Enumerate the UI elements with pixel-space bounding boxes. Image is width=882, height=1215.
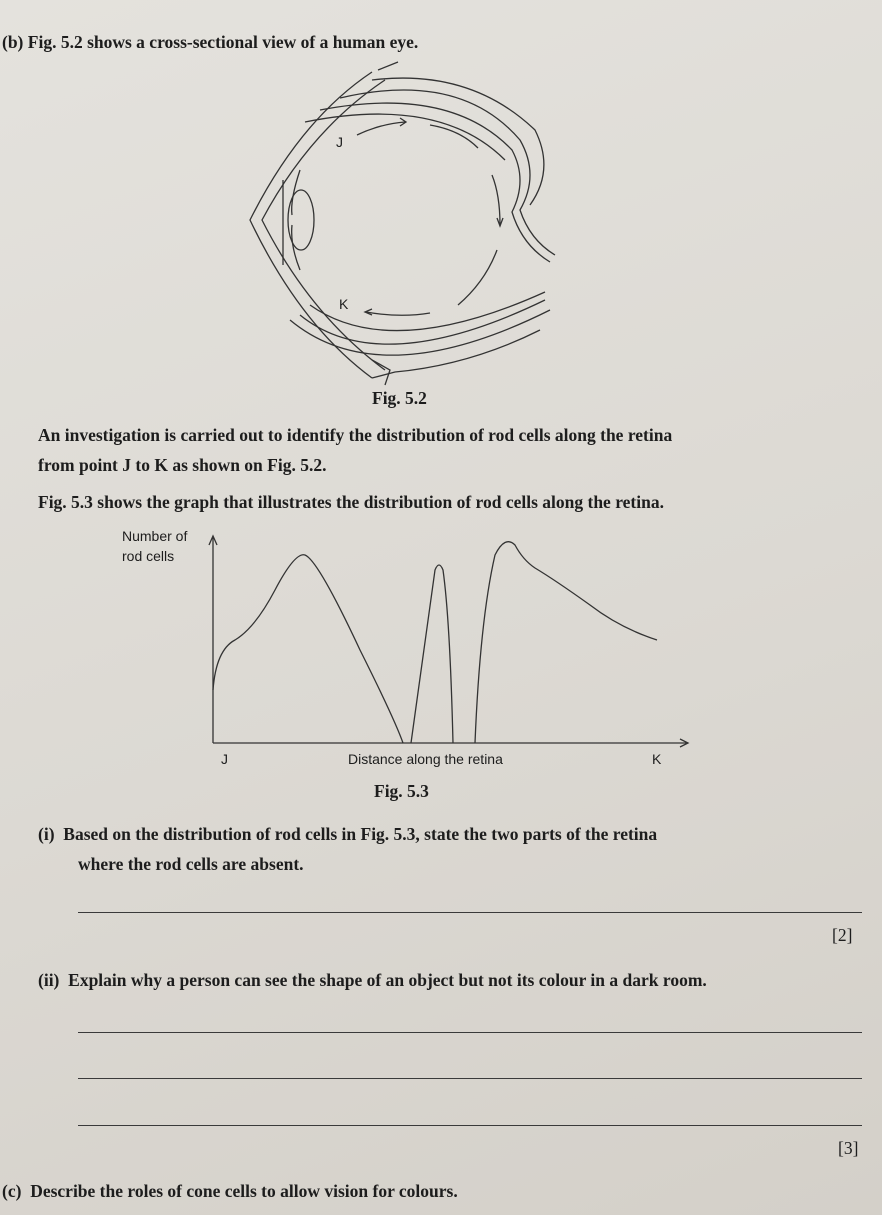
question-i-text-b: parts of the retina <box>518 824 658 844</box>
eye-diagram <box>250 62 555 385</box>
answer-line-i[interactable] <box>78 912 862 913</box>
eye-label-k: K <box>339 296 349 312</box>
graph-xlabel: Distance along the retina <box>348 751 503 767</box>
graph-ylabel-1: Number of <box>122 528 188 544</box>
marks-i: [2] <box>832 925 853 945</box>
investigation-line2: from point J to K as shown on Fig. 5.2. <box>38 455 327 475</box>
part-c <box>2 1181 458 1202</box>
fig53-caption: Fig. 5.3 <box>374 781 429 801</box>
question-ii-label: (ii) <box>38 970 60 990</box>
curve-peak-3 <box>475 542 657 743</box>
answer-line-ii-3[interactable] <box>78 1125 862 1126</box>
part-b-label: (b) <box>2 32 24 52</box>
answer-line-ii-1[interactable] <box>78 1032 862 1033</box>
part-b-intro <box>2 32 418 53</box>
question-ii <box>38 970 707 991</box>
question-i-text-a: Based on the distribution of rod cells in Fig. 5.3, state the <box>63 824 492 844</box>
question-i-label: (i) <box>38 824 55 844</box>
graph-x-start: J <box>221 751 228 767</box>
fig53-intro: Fig. 5.3 shows the graph that illustrates the distribution of rod cells along the retina. <box>38 492 664 512</box>
graph-x-end: K <box>652 751 662 767</box>
answer-line-ii-2[interactable] <box>78 1078 862 1079</box>
part-b-text: Fig. 5.2 shows a cross-sectional view of a human eye. <box>27 32 419 52</box>
question-i-line2: where the rod cells are absent. <box>78 854 304 874</box>
investigation-line1: An investigation is carried out to identify the distribution of rod cells along the retina <box>38 425 673 445</box>
question-ii-text: Explain why a person can see the shape of an object but not its colour in a dark room. <box>68 970 707 990</box>
curve-peak-1 <box>213 555 403 743</box>
graph-ylabel-2: rod cells <box>122 548 175 564</box>
part-c-text: Describe the roles of cone cells to allow vision for colours. <box>30 1181 458 1201</box>
curve-peak-2 <box>411 565 453 743</box>
rod-cell-graph <box>209 536 688 747</box>
fig52-caption: Fig. 5.2 <box>372 388 427 408</box>
marks-ii: [3] <box>838 1138 859 1158</box>
part-c-label: (c) <box>2 1181 22 1201</box>
question-i <box>38 824 657 845</box>
question-i-bold: two <box>491 824 519 844</box>
eye-label-j: J <box>336 134 343 150</box>
